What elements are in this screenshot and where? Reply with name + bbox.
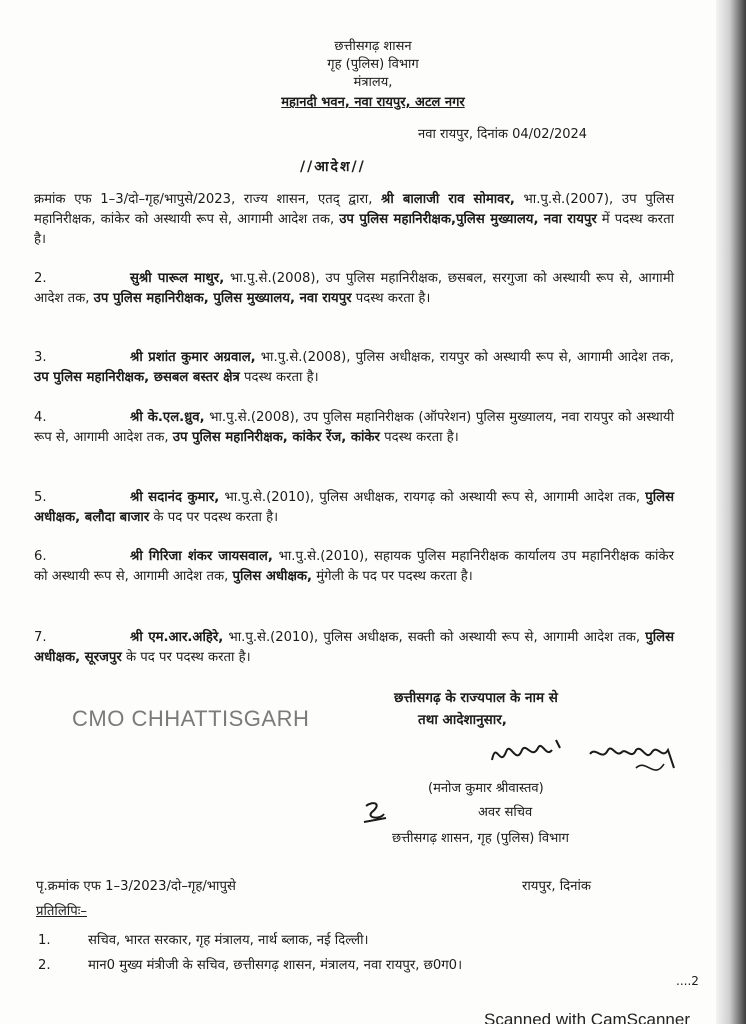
- copy-item-1: [38, 930, 369, 948]
- scan-page-edge: [716, 0, 746, 1024]
- text: भा.पु.से.(2008), उप पुलिस महानिरीक्षक, छसबल, सरगुजा को अस्थायी रूप से, आगामी आदेश तक,: [34, 271, 674, 306]
- initial-mark: [360, 798, 390, 828]
- text: मुंगेली के पद पर पदस्थ करता है।: [312, 569, 473, 584]
- text: पदस्थ करता है।: [351, 291, 431, 306]
- signature-authority-line1: छत्तीसगढ़ के राज्यपाल के नाम से: [394, 690, 558, 706]
- paragraph-number: 7.: [34, 630, 47, 645]
- paragraph-6: [34, 547, 674, 587]
- header-government: छत्तीसगढ़ शासन: [334, 39, 412, 54]
- text: में पदस्थ करता है।: [34, 212, 675, 247]
- paragraph-number: 4.: [34, 410, 47, 425]
- paragraph-number: 2.: [34, 271, 47, 286]
- signatory-designation: अवर सचिव: [478, 805, 533, 820]
- paragraph-number: 6.: [34, 549, 47, 564]
- signatory-department: छत्तीसगढ़ शासन, गृह (पुलिस) विभाग: [392, 831, 569, 846]
- signature-authority-line2: तथा आदेशानुसार,: [418, 712, 507, 728]
- watermark: CMO CHHATTISGARH: [72, 706, 310, 731]
- signatory-name: (मनोज कुमार श्रीवास्तव): [428, 781, 544, 796]
- bold-text: उप पुलिस महानिरीक्षक,पुलिस मुख्यालय, नवा रायपुर: [339, 212, 597, 227]
- text: के पद पर पदस्थ करता है।: [121, 650, 251, 665]
- paragraph-2: [34, 269, 674, 309]
- bold-text: पुलिस अधीक्षक, सूरजपुर: [34, 630, 674, 665]
- text: भा.पु.से.(2007), उप पुलिस महानिरीक्षक, कांकेर को अस्थायी रूप से, आगामी आदेश तक,: [34, 192, 674, 227]
- text: भा.पु.से.(2008), उप पुलिस महानिरीक्षक (ऑपरेशन) पुलिस मुख्यालय, नवा रायपुर को अस्थायी रूप से, आगामी आदेश तक,: [34, 410, 674, 445]
- page-number: ....2: [676, 974, 699, 988]
- text: भा.पु.से.(2010), सहायक पुलिस महानिरीक्षक कार्यालय उप महानिरीक्षक कांकेर को अस्थायी रूप से, आगामी आदेश तक,: [34, 549, 674, 584]
- text: भा.पु.से.(2010), पुलिस अधीक्षक, सक्ती को अस्थायी रूप से, आगामी आदेश तक,: [223, 630, 646, 645]
- text: के पद पर पदस्थ करता है।: [149, 510, 279, 525]
- copy-item-text: मान0 मुख्य मंत्रीजी के सचिव, छत्तीसगढ़ शासन, मंत्रालय, नवा रायपुर, छ0ग0।: [88, 958, 463, 973]
- text: भा.पु.से.(2010), पुलिस अधीक्षक, रायगढ़ को अस्थायी रूप से, आगामी आदेश तक,: [219, 490, 646, 505]
- copy-to-label: प्रतिलिपिः–: [36, 904, 87, 919]
- bold-text: श्री बालाजी राव सोमावर,: [381, 192, 515, 207]
- paragraph-1: [34, 190, 674, 250]
- bold-text: उप पुलिस महानिरीक्षक, कांकेर रेंज, कांकेर: [172, 430, 380, 445]
- order-title: //आदेश//: [300, 159, 366, 175]
- endorsement-place-date: रायपुर, दिनांक: [522, 879, 592, 894]
- paragraph-number: 3.: [34, 350, 47, 365]
- bold-text: श्री एम.आर.अहिरे,: [130, 630, 224, 645]
- place-date: नवा रायपुर, दिनांक 04/02/2024: [418, 127, 588, 142]
- header-department: गृह (पुलिस) विभाग: [327, 57, 419, 72]
- paragraph-number: 5.: [34, 490, 47, 505]
- copy-item-number: 1.: [38, 933, 51, 948]
- paragraph-7: [34, 628, 674, 668]
- endorsement-number: पृ.क्रमांक एफ 1–3/2023/दो–गृह/भापुसे: [36, 879, 236, 894]
- bold-text: श्री सदानंद कुमार,: [130, 490, 220, 505]
- copy-item-number: 2.: [38, 958, 51, 973]
- text: क्रमांक एफ 1–3/दो–गृह/भापुसे/2023, राज्य शासन, एतद् द्वारा,: [34, 192, 382, 207]
- bold-text: श्री गिरिजा शंकर जायसवाल,: [130, 549, 273, 564]
- header-ministry: मंत्रालय,: [353, 75, 393, 90]
- bold-text: श्री प्रशांत कुमार अग्रवाल,: [130, 350, 256, 365]
- scanner-footer: Scanned with CamScanner: [484, 1010, 691, 1024]
- bold-text: उप पुलिस महानिरीक्षक, पुलिस मुख्यालय, नवा रायपुर: [93, 291, 352, 306]
- bold-text: श्री के.एल.ध्रुव,: [130, 410, 205, 425]
- header-address: महानदी भवन, नवा रायपुर, अटल नगर: [281, 95, 465, 110]
- paragraph-5: [34, 488, 674, 528]
- copy-item-2: [38, 955, 462, 973]
- bold-text: पुलिस अधीक्षक, बलौदा बाजार: [34, 490, 674, 525]
- bold-text: सुश्री पारूल माथुर,: [130, 271, 225, 286]
- paragraph-3: [34, 348, 674, 388]
- text: पदस्थ करता है।: [239, 370, 319, 385]
- paragraph-4: [34, 408, 674, 448]
- text: भा.पु.से.(2008), पुलिस अधीक्षक, रायपुर को अस्थायी रूप से, आगामी आदेश तक,: [255, 350, 674, 365]
- bold-text: पुलिस अधीक्षक,: [232, 569, 313, 584]
- bold-text: उप पुलिस महानिरीक्षक, छसबल बस्तर क्षेत्र: [34, 370, 240, 385]
- text: पदस्थ करता है।: [379, 430, 459, 445]
- copy-item-text: सचिव, भारत सरकार, गृह मंत्रालय, नार्थ ब्लाक, नई दिल्ली।: [88, 933, 369, 948]
